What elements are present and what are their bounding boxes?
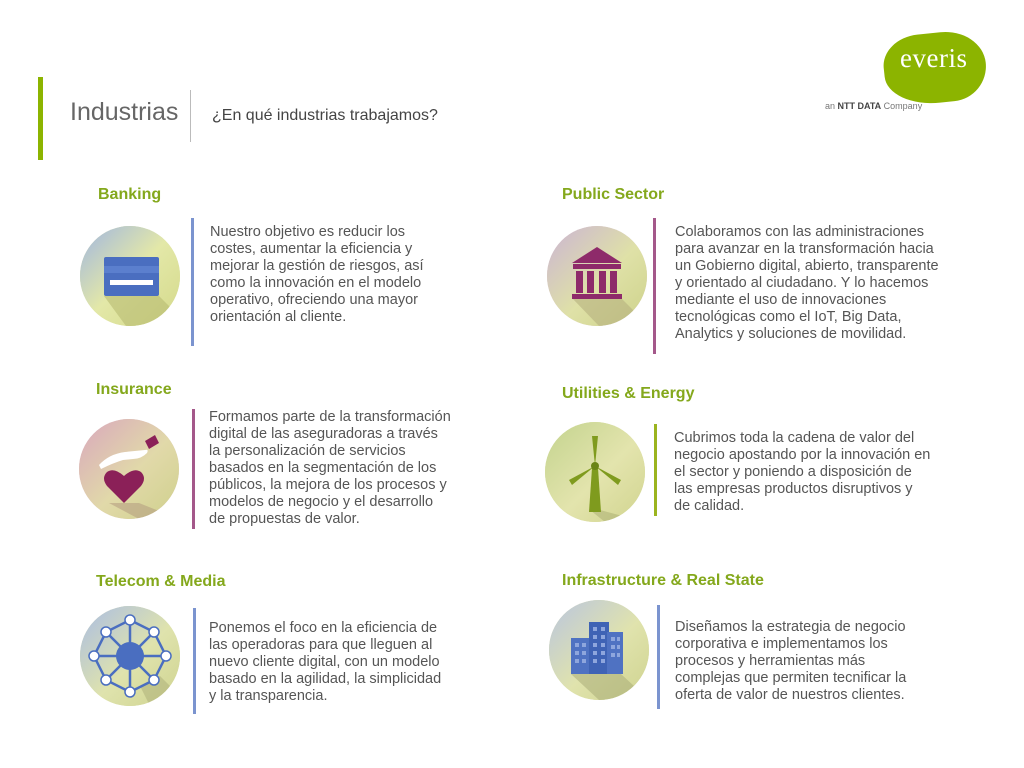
page-title: Industrias xyxy=(70,98,179,126)
divider-line xyxy=(657,605,660,709)
divider-line xyxy=(192,409,195,529)
industry-title-utilities-energy: Utilities & Energy xyxy=(562,385,695,402)
industry-text-infrastructure-real-state: Diseñamos la estrategia de negocio corporativa e implementamos los procesos y herramientas más complejas que permiten tecnificar la oferta de valor de nuestros clientes. xyxy=(675,619,907,703)
network-globe-icon xyxy=(80,606,180,706)
industry-title-infrastructure-real-state: Infrastructure & Real State xyxy=(562,572,764,589)
government-building-icon xyxy=(547,226,647,326)
divider-line xyxy=(193,608,196,714)
divider-line xyxy=(653,218,656,354)
page-subtitle: ¿En qué industrias trabajamos? xyxy=(212,107,438,124)
wind-turbine-icon xyxy=(545,422,645,522)
logo-wordmark: everis xyxy=(900,43,968,73)
header-accent-bar xyxy=(38,77,43,160)
everis-logo xyxy=(884,33,986,105)
industry-title-telecom-media: Telecom & Media xyxy=(96,573,226,590)
industry-text-utilities-energy: Cubrimos toda la cadena de valor del negocio apostando por la innovación en el sector y poniendo a disposición de las empresas productos disruptivos y de calidad. xyxy=(674,430,931,514)
logo-tagline: an NTT DATA Company xyxy=(825,101,923,111)
credit-card-icon xyxy=(80,226,180,326)
industry-title-insurance: Insurance xyxy=(96,381,172,398)
industry-title-banking: Banking xyxy=(98,186,162,203)
industry-text-banking: Nuestro objetivo es reducir los costes, aumentar la eficiencia y mejorar la gestión de riesgos, así como la innovación en el modelo operativo, ofreciendo una mayor orientación al cliente. xyxy=(210,224,424,325)
industry-text-telecom-media: Ponemos el foco en la eficiencia de las operadoras para que lleguen al nuevo cliente digital, con un modelo basado en la agilidad, la simplicidad y la transparencia. xyxy=(209,620,442,704)
industry-text-insurance: Formamos parte de la transformación digital de las aseguradoras a través la personalización de servicios basados en la segmentación de los públicos, la mejora de los procesos y modelos de negocio y el desarrollo de propuestas de valor. xyxy=(209,409,451,527)
office-buildings-icon xyxy=(549,600,649,700)
divider-line xyxy=(191,218,194,346)
divider-line xyxy=(654,424,657,516)
industry-text-public-sector: Colaboramos con las administraciones para avanzar en la transformación hacia un Gobierno digital, abierto, transparente y orientado al ciudadano. Y lo hacemos mediante el uso de innovaciones tecnológicas como el IoT, Big Data, Analytics y soluciones de movilidad. xyxy=(675,224,939,342)
header-divider xyxy=(190,90,191,142)
industry-title-public-sector: Public Sector xyxy=(562,186,665,203)
hand-heart-icon xyxy=(79,419,179,519)
